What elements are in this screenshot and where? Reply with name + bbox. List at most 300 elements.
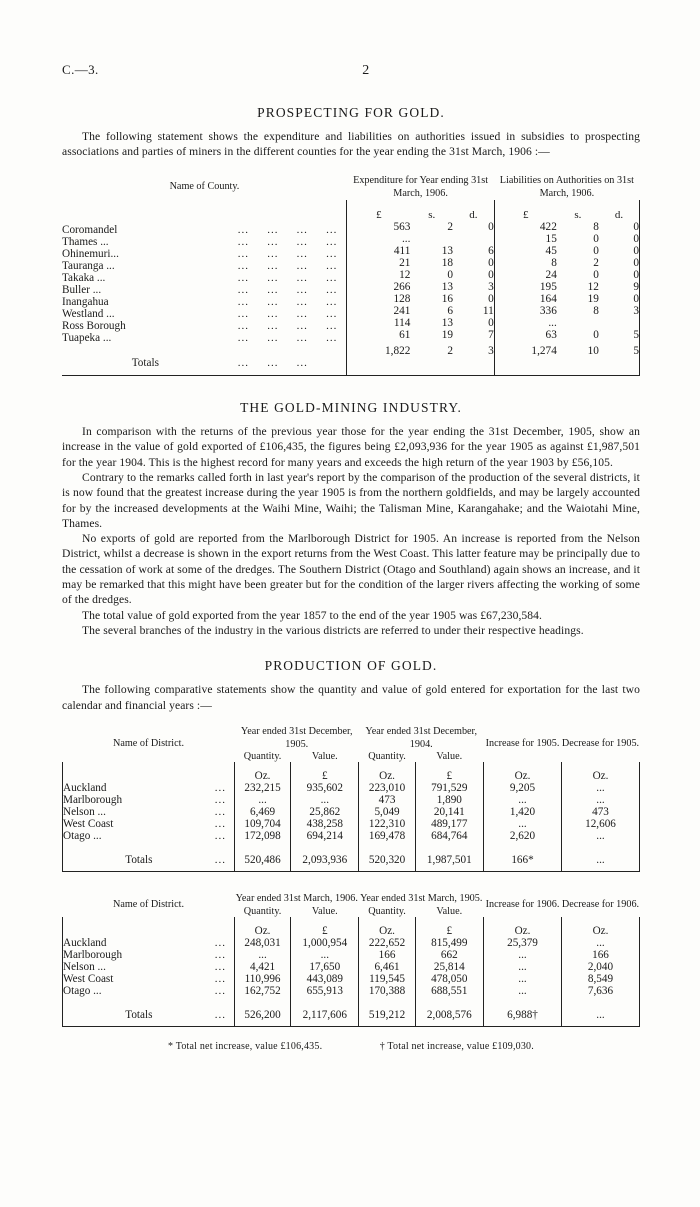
- unit-oz: Oz.: [484, 917, 562, 937]
- dot-leader: ...: [267, 320, 279, 333]
- pounds: 266: [393, 281, 411, 294]
- value-1905: 662: [415, 949, 483, 961]
- footnote-dagger: † Total net increase, value £109,030.: [379, 1040, 534, 1052]
- shillings: [410, 233, 453, 245]
- table-row: [62, 332, 346, 344]
- quantity-1905: 119,545: [359, 973, 415, 985]
- pence: 11: [482, 305, 494, 318]
- shillings: 19: [587, 293, 599, 306]
- unit-pound: £: [291, 762, 359, 782]
- district-label: Marlborough: [63, 948, 123, 961]
- totals-shillings: 10: [587, 345, 599, 358]
- spacer: [495, 357, 557, 363]
- unit-blank: [63, 917, 235, 937]
- col-header-increase: Increase for 1906.: [485, 898, 560, 910]
- liabilities-figures: [495, 209, 639, 363]
- totals-decrease: ...: [562, 842, 640, 872]
- pence: 7: [488, 329, 494, 342]
- table-row: [62, 272, 346, 284]
- quantity-1904: 223,010: [359, 782, 415, 794]
- pounds: 422: [539, 221, 557, 234]
- quantity-1904: 122,310: [359, 818, 415, 830]
- prospecting-table: [62, 174, 640, 377]
- value-1905: 478,050: [415, 973, 483, 985]
- gold-mining-para-4: The total value of gold exported from the year 1857 to the end of the year 1905 was £67,230,584.: [82, 608, 543, 622]
- dot-leader: ...: [296, 332, 308, 345]
- shillings: 0: [593, 329, 599, 342]
- dot-leader: ...: [326, 260, 338, 273]
- totals-pence: 3: [488, 345, 494, 358]
- district-name: [63, 937, 235, 949]
- dot-leader: ...: [296, 320, 308, 333]
- sym-spacer-row: [62, 209, 346, 224]
- pounds: 241: [393, 305, 411, 318]
- table-row: [63, 961, 640, 973]
- totals-label: [63, 997, 235, 1027]
- subcol-quantity-1906: Quantity.: [243, 905, 282, 917]
- increase: 9,205: [484, 782, 562, 794]
- unit-oz: Oz.: [235, 917, 291, 937]
- table-row: [63, 949, 640, 961]
- increase: ...: [484, 985, 562, 997]
- col-header-decrease: Decrease for 1905.: [561, 737, 640, 749]
- pence: 3: [488, 281, 494, 294]
- unit-pound: £: [415, 917, 483, 937]
- table-row: [63, 937, 640, 949]
- pounds: 24: [545, 269, 557, 282]
- dot-leader: ...: [267, 248, 279, 261]
- symbol-pence: d.: [614, 209, 624, 222]
- pence: 0: [488, 317, 494, 330]
- decrease: 12,606: [562, 818, 640, 830]
- prospecting-section-title: PROSPECTING FOR GOLD.: [257, 105, 445, 120]
- value-1904: 20,141: [415, 806, 483, 818]
- value-1904: 791,529: [415, 782, 483, 794]
- col-header-liabilities: Liabilities on Authorities on 31st March, 1906.: [499, 174, 634, 199]
- quantity-1905: 109,704: [235, 818, 291, 830]
- table-row: [63, 830, 640, 842]
- col-header-district: Name of District.: [112, 737, 184, 749]
- pence: 0: [633, 245, 639, 258]
- dot-leader: ...: [296, 357, 308, 370]
- symbol-row: [347, 209, 493, 221]
- district-label: West Coast: [63, 972, 114, 985]
- dot-leader: ...: [326, 320, 338, 333]
- county-name: Tauranga ...: [62, 260, 115, 273]
- dot-leader: ...: [214, 972, 226, 985]
- pounds: 164: [539, 293, 557, 306]
- pence: 0: [633, 221, 639, 234]
- spacer: [62, 369, 229, 375]
- table-header-row: [63, 892, 640, 905]
- pounds: 21: [399, 257, 411, 270]
- pounds: 128: [393, 293, 411, 306]
- decrease: 8,549: [562, 973, 640, 985]
- pence: 5: [633, 329, 639, 342]
- pence: 0: [633, 233, 639, 246]
- county-name: Tuapeka ...: [62, 332, 112, 345]
- shillings: 16: [441, 293, 454, 306]
- increase: ...: [484, 961, 562, 973]
- quantity-1904: 5,049: [359, 806, 415, 818]
- district-label: Nelson ...: [63, 960, 106, 973]
- symbol-shillings: s.: [428, 209, 436, 222]
- footnote-asterisk: * Total net increase, value £106,435.: [168, 1040, 323, 1052]
- gold-mining-para-3: No exports of gold are reported from the Marlborough District for 1905. An increase is reported from the Nelson District, whilst a decrease is shown in the export returns from the West Coast. This latter feature may be principally due to the cessation of work at some of the dredges. The Southern District (Otago and Southland) again shows an increase, and it may be remarked that this might have been greater but for the condition of the larger rivers affecting the working of some of the dredges.: [62, 532, 640, 607]
- col-header-increase: Increase for 1905.: [485, 737, 560, 749]
- gold-mining-para-1: In comparison with the returns of the previous year those for the year ending the 31st December, 1905, show an increase in the value of gold exported of £106,435, the figures being £2,093,936 for the year 1905 as against £1,987,501 for the year 1904. This is the highest record for many years and exceeds the high return of the year 1903 by £56,105.: [62, 425, 640, 469]
- pence: 0: [633, 293, 639, 306]
- dot-leader: ...: [296, 296, 308, 309]
- page-header: [62, 62, 640, 79]
- pence: 0: [633, 257, 639, 270]
- dot-leader: ...: [237, 308, 250, 321]
- quantity-1906: 110,996: [235, 973, 291, 985]
- county-names-cell: [62, 200, 347, 376]
- county-name: Thames ...: [62, 236, 109, 249]
- decrease: 7,636: [562, 985, 640, 997]
- units-row: [63, 917, 640, 937]
- table-row: [347, 269, 493, 281]
- units-row: [63, 762, 640, 782]
- table-row: [495, 281, 639, 293]
- value-1905: 694,214: [291, 830, 359, 842]
- production-intro: The following comparative statements show the quantity and value of gold entered for exportation for the last two calendar and financial years :—: [62, 683, 640, 712]
- dot-leader: ...: [267, 236, 279, 249]
- county-name: Takaka ...: [62, 272, 106, 285]
- totals-quantity-1905: 519,212: [359, 997, 415, 1027]
- totals-increase: 166*: [484, 842, 562, 872]
- district-name: [63, 973, 235, 985]
- district-label: West Coast: [63, 818, 114, 831]
- pence: 0: [488, 293, 494, 306]
- dot-leader: ...: [237, 332, 250, 345]
- table-row: [62, 248, 346, 260]
- table-row: [495, 317, 639, 329]
- dot-leader: ...: [326, 332, 338, 345]
- table-row: [495, 293, 639, 305]
- table-row: [62, 236, 346, 248]
- quantity-1905: 222,652: [359, 937, 415, 949]
- totals-pence: 5: [633, 345, 639, 358]
- county-name: Ross Borough: [62, 320, 126, 333]
- footnotes: [62, 1041, 640, 1052]
- pounds: ...: [401, 233, 411, 246]
- totals-text: Totals: [125, 1008, 153, 1021]
- county-name: Coromandel: [62, 224, 118, 237]
- pence: [599, 317, 639, 329]
- dot-leader: ...: [237, 357, 250, 370]
- value-1905: ...: [291, 794, 359, 806]
- table-row: [347, 305, 493, 317]
- table-row: [495, 257, 639, 269]
- table-row: [63, 973, 640, 985]
- unit-oz: Oz.: [359, 917, 415, 937]
- dot-leader: ...: [326, 272, 338, 285]
- col-header-year-1906: Year ended 31st March, 1906.: [235, 893, 358, 905]
- table-row: [495, 329, 639, 341]
- dot-leader: ...: [267, 308, 279, 321]
- pence: 9: [633, 281, 639, 294]
- unit-blank: [63, 762, 235, 782]
- county-name: Westland ...: [62, 308, 115, 321]
- pence: 0: [488, 257, 494, 270]
- dot-leader: ...: [237, 224, 250, 237]
- shillings: 0: [593, 233, 599, 246]
- county-list: [62, 209, 346, 375]
- dot-leader: ...: [296, 284, 308, 297]
- table-header-row: [62, 174, 640, 201]
- subcol-value-1906: Value.: [311, 905, 338, 917]
- gold-mining-para-2: Contrary to the remarks called forth in last year's report by the comparison of the production of the several districts, it is now found that the greatest increase during the year 1905 is from the northern goldfields, and may be largely accounted for by the increased developments at the Waihi Mine, Waihi; the Talisman Mine, Karangahake; and the Waiotahi Mine, Thames.: [62, 470, 640, 530]
- pence: [453, 233, 494, 245]
- dot-leader: ...: [237, 272, 250, 285]
- district-label: Marlborough: [63, 794, 123, 807]
- value-1905: 25,862: [291, 806, 359, 818]
- quantity-1905: ...: [235, 794, 291, 806]
- pounds: 114: [393, 317, 411, 330]
- totals-shillings: 2: [447, 345, 454, 358]
- pounds: 15: [545, 233, 557, 246]
- decrease: 2,040: [562, 961, 640, 973]
- table-row: [495, 245, 639, 257]
- totals-increase: 6,988†: [484, 997, 562, 1027]
- table-row: [495, 305, 639, 317]
- unit-oz: Oz.: [562, 917, 640, 937]
- district-name: [63, 985, 235, 997]
- shillings: 0: [593, 245, 599, 258]
- quantity-1906: ...: [235, 949, 291, 961]
- table-row: [62, 260, 346, 272]
- quantity-1905: 172,098: [235, 830, 291, 842]
- table-row: [63, 985, 640, 997]
- totals-pounds: 1,274: [531, 345, 557, 358]
- pounds: 8: [551, 257, 557, 270]
- dot-leader: ...: [214, 806, 226, 819]
- totals-label: [63, 842, 235, 872]
- totals-value-1905: 2,008,576: [415, 997, 483, 1027]
- dot-leader: ...: [214, 854, 226, 867]
- value-1904: 489,177: [415, 818, 483, 830]
- subcol-quantity-1905: Quantity.: [368, 905, 406, 917]
- prospecting-intro: The following statement shows the expenditure and liabilities on authorities issued in subsidies to prospecting associations and parties of miners in the different counties for the year ending the 31st March, 1906 :—: [62, 130, 640, 159]
- totals-value-1906: 2,117,606: [291, 997, 359, 1027]
- table-row: [347, 293, 493, 305]
- dot-leader: ...: [296, 260, 308, 273]
- dot-leader: ...: [214, 818, 226, 831]
- col-header-district: Name of District.: [112, 898, 184, 910]
- liabilities-cell: [494, 200, 639, 376]
- table-row: [63, 794, 640, 806]
- dot-leader: ...: [237, 296, 250, 309]
- district-name: [63, 782, 235, 794]
- pounds: 63: [545, 329, 557, 342]
- dot-leader: ...: [237, 236, 250, 249]
- spacer: [62, 209, 229, 224]
- value-1905: 688,551: [415, 985, 483, 997]
- increase: 1,420: [484, 806, 562, 818]
- totals-quantity-1906: 526,200: [235, 997, 291, 1027]
- value-1905: 438,258: [291, 818, 359, 830]
- dot-leader: ...: [237, 320, 250, 333]
- pounds: 61: [399, 329, 411, 342]
- pounds: ...: [548, 317, 557, 330]
- unit-pound: £: [415, 762, 483, 782]
- value-1906: 655,913: [291, 985, 359, 997]
- value-1905: 25,814: [415, 961, 483, 973]
- shillings: 8: [593, 221, 599, 234]
- quantity-1905: 6,469: [235, 806, 291, 818]
- symbol-pence: d.: [469, 209, 478, 222]
- table-row: [347, 329, 493, 341]
- shillings: 2: [593, 257, 599, 270]
- production-calendar-table: [62, 725, 640, 873]
- pence: 6: [488, 245, 494, 258]
- shillings: [557, 317, 599, 329]
- totals-text: Totals: [125, 854, 153, 867]
- dot-leader: ...: [214, 984, 226, 997]
- value-1906: 17,650: [291, 961, 359, 973]
- quantity-1906: 248,031: [235, 937, 291, 949]
- dot-leader: ...: [214, 948, 226, 961]
- district-name: [63, 794, 235, 806]
- dot-leader: ...: [296, 236, 308, 249]
- totals-row: [62, 344, 346, 369]
- pence: 0: [488, 221, 494, 234]
- pounds: 12: [399, 269, 411, 282]
- unit-oz: Oz.: [359, 762, 415, 782]
- table-row: [495, 233, 639, 245]
- dot-leader: ...: [267, 284, 279, 297]
- dot-leader: ...: [214, 782, 226, 795]
- symbol-row: [495, 209, 639, 221]
- shillings: 0: [593, 269, 599, 282]
- col-header-county: Name of County.: [169, 181, 240, 193]
- pounds: 45: [545, 245, 557, 258]
- shillings: 8: [593, 305, 599, 318]
- shillings: 6: [447, 305, 454, 318]
- value-1905: 935,602: [291, 782, 359, 794]
- spacer: [347, 357, 410, 363]
- subcol-quantity-1905: Quantity.: [243, 751, 282, 763]
- table-row: [347, 221, 493, 233]
- decrease: ...: [562, 937, 640, 949]
- dot-leader: ...: [296, 272, 308, 285]
- dot-leader: ...: [326, 296, 338, 309]
- dot-leader: ...: [326, 224, 338, 237]
- totals-value-1904: 1,987,501: [415, 842, 483, 872]
- decrease: 473: [562, 806, 640, 818]
- dot-leader: ...: [267, 272, 279, 285]
- totals-pounds: 1,822: [385, 345, 411, 358]
- quantity-1904: 473: [359, 794, 415, 806]
- table-row: [62, 320, 346, 332]
- shillings: 13: [441, 317, 454, 330]
- totals-label: Totals: [131, 357, 159, 370]
- district-name: [63, 961, 235, 973]
- table-row: [347, 281, 493, 293]
- county-name: Buller ...: [62, 284, 102, 297]
- totals-quantity-1905: 520,486: [235, 842, 291, 872]
- totals-row: [63, 842, 640, 872]
- shillings: 18: [441, 257, 454, 270]
- decrease: ...: [562, 794, 640, 806]
- table-row: [347, 257, 493, 269]
- district-label: Otago ...: [63, 830, 102, 843]
- increase: ...: [484, 818, 562, 830]
- quantity-1905: 6,461: [359, 961, 415, 973]
- dot-leader: ...: [267, 332, 279, 345]
- shillings: 19: [441, 329, 454, 342]
- pounds: 411: [393, 245, 411, 258]
- shillings: 0: [447, 269, 454, 282]
- dot-leader: [317, 344, 346, 369]
- quantity-1905: 166: [359, 949, 415, 961]
- table-row: [63, 818, 640, 830]
- dot-leader: ...: [267, 296, 279, 309]
- value-1904: 684,764: [415, 830, 483, 842]
- shillings: 13: [441, 281, 454, 294]
- table-row: [63, 782, 640, 794]
- subcol-value-1905: Value.: [311, 751, 338, 763]
- county-name: Ohinemuri...: [62, 248, 119, 261]
- col-header-year-1904: Year ended 31st December, 1904.: [365, 725, 478, 751]
- expenditure-cell: [347, 200, 494, 376]
- pence: 0: [488, 269, 494, 282]
- pounds: 563: [393, 221, 411, 234]
- dot-leader: ...: [296, 224, 308, 237]
- pence: 3: [633, 305, 639, 318]
- shillings: 13: [441, 245, 454, 258]
- dot-leader: ...: [237, 248, 250, 261]
- district-label: Otago ...: [63, 984, 102, 997]
- unit-oz: Oz.: [562, 762, 640, 782]
- col-header-expenditure: Expenditure for Year ending 31st March, 1906.: [353, 174, 489, 199]
- symbol-pounds: £: [523, 209, 529, 222]
- symbol-shillings: s.: [574, 209, 582, 222]
- table-row: [495, 221, 639, 233]
- district-name: [63, 818, 235, 830]
- dot-leader: ...: [296, 308, 308, 321]
- table-row: [347, 317, 493, 329]
- quantity-1905: 232,215: [235, 782, 291, 794]
- col-header-decrease: Decrease for 1906.: [561, 898, 640, 910]
- unit-oz: Oz.: [484, 762, 562, 782]
- value-1906: ...: [291, 949, 359, 961]
- increase: 2,620: [484, 830, 562, 842]
- totals-value-1905: 2,093,936: [291, 842, 359, 872]
- totals-row: [63, 997, 640, 1027]
- subcol-value-1904: Value.: [436, 751, 463, 763]
- increase: 25,379: [484, 937, 562, 949]
- dot-leader: ...: [214, 960, 226, 973]
- subcol-value-1905: Value.: [436, 905, 463, 917]
- totals-quantity-1904: 520,320: [359, 842, 415, 872]
- table-row: [62, 296, 346, 308]
- district-label: Auckland: [63, 936, 107, 949]
- dot-leader: ...: [214, 830, 226, 843]
- totals-row: [347, 341, 493, 357]
- district-name: [63, 830, 235, 842]
- shillings: 2: [447, 221, 454, 234]
- table-header-row: [63, 725, 640, 752]
- district-label: Nelson ...: [63, 806, 106, 819]
- increase: ...: [484, 973, 562, 985]
- document-code: C.—3.: [62, 62, 99, 77]
- district-name: [63, 949, 235, 961]
- pence: 0: [633, 269, 639, 282]
- table-row: [62, 308, 346, 320]
